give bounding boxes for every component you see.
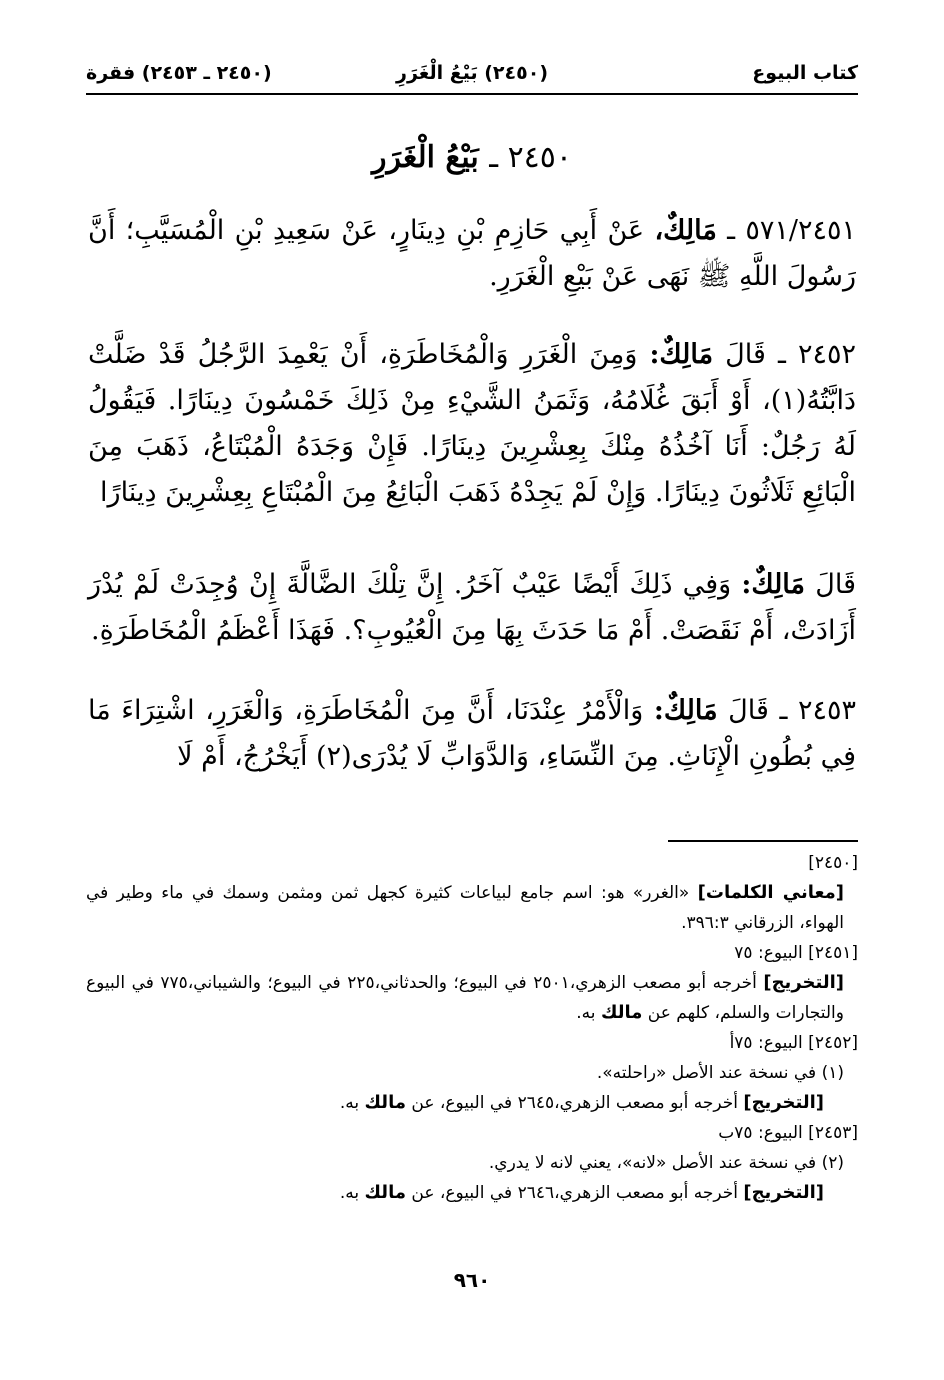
footnote-2: (٢) في نسخة عند الأصل «لانه»، يعني لانه لا يدري. (488, 1153, 844, 1173)
header-rule (86, 93, 858, 95)
paragraph-text: وَفِي ذَلِكَ أَيْضًا عَيْبٌ آخَرُ. إِنَّ تِلْكَ الضَّالَّةَ إِنْ وُجِدَتْ لَمْ يُدْرَ أَزَادَتْ، أَمْ نَقَصَتْ. أَمْ مَا حَدَثَ بِهَا مِنَ الْعُيُوبِ؟. فَهَذَا أَعْظَمُ الْمُخَاطَرَةِ. (88, 569, 856, 646)
paragraph-malik-comment (88, 562, 856, 654)
footnote-rule (668, 840, 858, 842)
narrator-name: مَالِكٌ: (741, 569, 805, 600)
note-text-end: به. (339, 1183, 360, 1203)
paragraph-intro: قَالَ (728, 695, 769, 726)
note-takhrij-2453 (86, 1178, 858, 1208)
header-book-title: كتاب البيوع (752, 62, 858, 84)
note-ref-2453: [٢٤٥٣] البيوع: ٧٥ب (718, 1123, 858, 1143)
note-label: [التخريج] (743, 1092, 824, 1113)
paragraph-text: عَنْ أَبِي حَازِمِ بْنِ دِينَارٍ، عَنْ سَعِيدِ بْنِ الْمُسَيَّبِ؛ أَنَّ رَسُولَ اللَّهِ ﷺ نَهَى عَنْ بَيْعِ الْغَرَرِ. (88, 215, 856, 292)
footnote-ref: (١) (770, 385, 807, 416)
paragraph-intro: قَالَ (815, 569, 856, 600)
chapter-heading (86, 138, 858, 178)
note-text: أخرجه أبو مصعب الزهري،٢٥٠١ في البيوع؛ والحدثاني،٢٢٥ في البيوع؛ والشيباني،٧٧٥ في البيوع والتجارات والسلم، كلهم عن (86, 973, 844, 1023)
note-malik: مالك (364, 1182, 406, 1203)
paragraph-intro: قَالَ (725, 339, 766, 370)
note-malik: مالك (600, 1002, 643, 1023)
footnote-1: (١) في نسخة عند الأصل «راحلته». (596, 1063, 844, 1083)
note-label: [معاني الكلمات] (697, 882, 845, 903)
narrator-name: مَالِكٌ، (654, 215, 717, 246)
footnote-ref: (٢) (316, 741, 352, 772)
note-text: «الغرر» هو: اسم جامع لبياعات كثيرة كجهل ثمن ومثمن وسمك في ماء وطير في الهواء، الزرقاني ٣٩٦:٣. (86, 883, 844, 933)
paragraph-2452 (88, 332, 856, 516)
note-label: [التخريج] (743, 1182, 824, 1203)
note-text: أخرجه أبو مصعب الزهري،٢٦٤٦ في البيوع، عن (411, 1183, 738, 1203)
paragraph-2453 (88, 688, 856, 780)
note-malik: مالك (364, 1092, 406, 1113)
header-paragraph-range: (٢٤٥٠ ـ ٢٤٥٣) فقرة (86, 62, 272, 84)
note-takhrij-2451 (86, 968, 858, 1028)
note-text: أخرجه أبو مصعب الزهري،٢٦٤٥ في البيوع، عن (411, 1093, 738, 1113)
paragraph-number: ٢٤٥٢ ـ (778, 339, 856, 370)
header-chapter-title: (٢٤٥٠) بَيْعُ الْغَرَرِ (396, 62, 548, 84)
note-takhrij-2452 (86, 1088, 858, 1118)
running-header (86, 58, 858, 92)
note-ref-2450: [٢٤٥٠] (808, 853, 858, 873)
paragraph-text-cont: ، أَوْ أَبَقَ غُلَامُهُ، وَثَمَنُ الشَّيْءِ مِنْ ذَلِكَ خَمْسُونَ دِينَارًا. فَيَقُولُ لَهُ رَجُلٌ: أَنَا آخُذُهُ مِنْكَ بِعِشْرِينَ دِينَارًا. فَإِنْ وَجَدَهُ الْمُبْتَاعُ، ذَهَبَ مِنَ الْبَائِعِ ثَلَاثُونَ دِينَارًا. وَإِنْ لَمْ يَجِدْهُ ذَهَبَ الْبَائِعُ مِنَ الْمُبْتَاعِ بِعِشْرِينَ دِينَارًا (88, 385, 856, 508)
note-ref-2451: [٢٤٥١] البيوع: ٧٥ (734, 943, 858, 963)
paragraph-text: وَالْأَمْرُ عِنْدَنَا، أَنَّ مِنَ الْمُخَاطَرَةِ، وَالْغَرَرِ، اشْتِرَاءَ مَا فِي بُطُونِ الْإِنَاثِ. مِنَ النِّسَاءِ، وَالدَّوَابِّ لَا يُدْرَى (88, 695, 856, 772)
footnotes (86, 848, 858, 1208)
paragraph-text: وَمِنَ الْغَرَرِ وَالْمُخَاطَرَةِ، أَنْ يَعْمِدَ الرَّجُلُ قَدْ ضَلَّتْ دَابَّتُهُ (88, 339, 856, 416)
chapter-number: ٢٤٥٠ ـ (489, 140, 573, 175)
paragraph-text-cont: أَيَخْرُجُ، أَمْ لَا (177, 741, 308, 772)
narrator-name: مَالِكٌ: (649, 339, 714, 370)
narrator-name: مَالِكٌ: (653, 695, 718, 726)
note-ref-2452: [٢٤٥٢] البيوع: ٧٥أ (729, 1033, 858, 1053)
paragraph-2451 (88, 208, 856, 300)
note-text-end: به. (576, 1003, 596, 1023)
page-number: ٩٦٠ (453, 1268, 491, 1292)
note-text-end: به. (339, 1093, 360, 1113)
note-word-meanings (86, 878, 858, 938)
note-label: [التخريج] (763, 972, 844, 993)
paragraph-number: ٥٧١/٢٤٥١ ـ (727, 215, 857, 246)
chapter-title: بَيْعُ الْغَرَرِ (371, 140, 479, 175)
paragraph-number: ٢٤٥٣ ـ (779, 695, 856, 726)
